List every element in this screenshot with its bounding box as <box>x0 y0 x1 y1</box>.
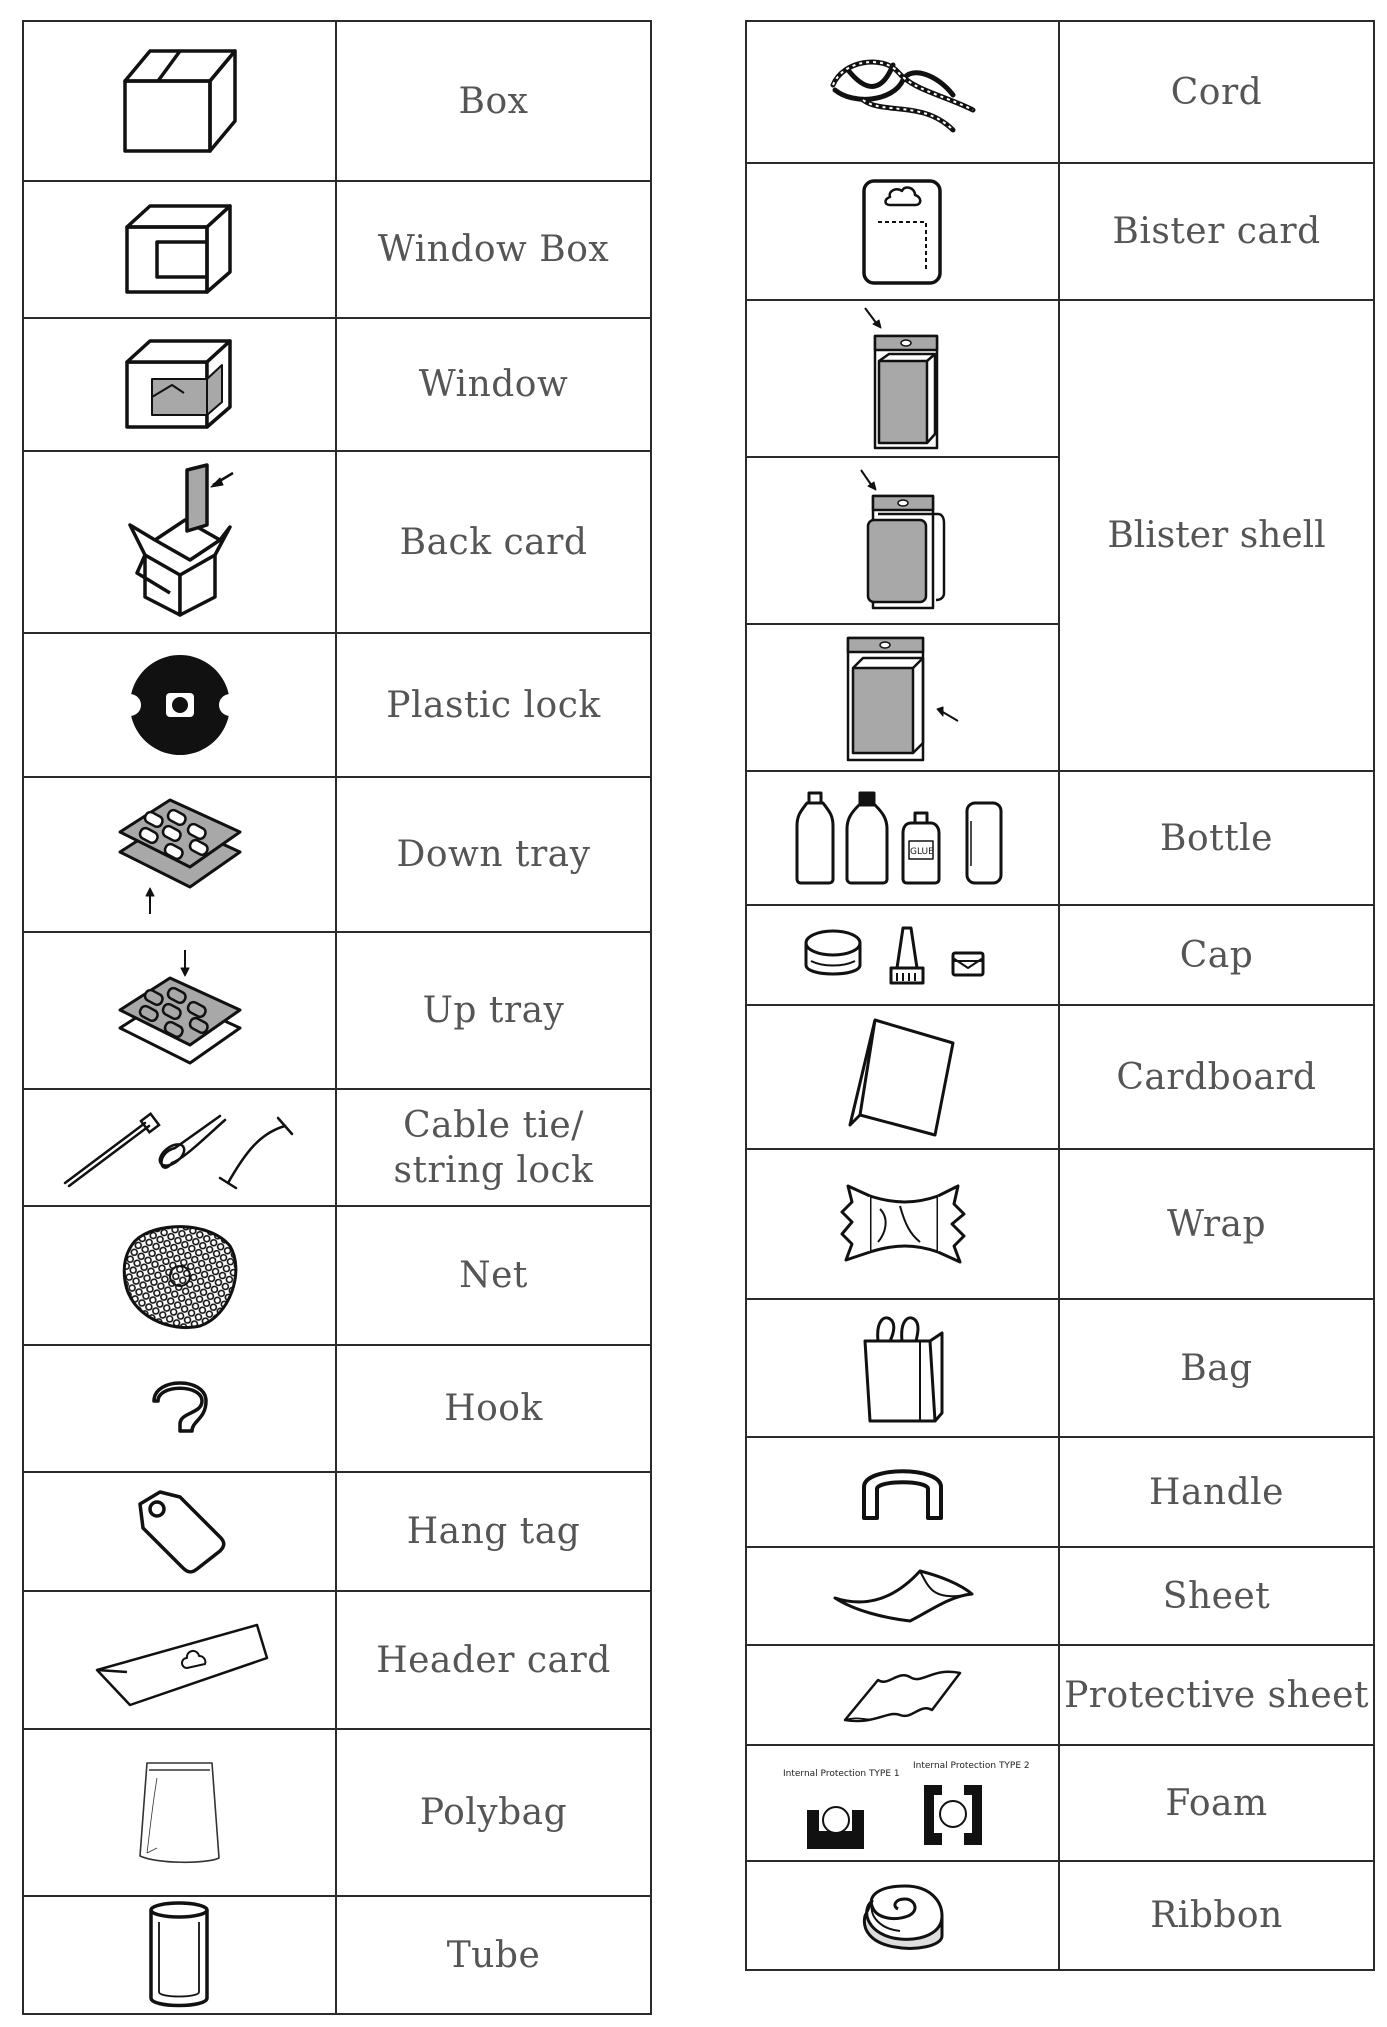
table-row <box>24 1088 650 1205</box>
down-tray-icon <box>110 792 250 917</box>
row-label: Box <box>458 80 529 122</box>
ribbon-icon <box>860 1881 945 1951</box>
foam-caption-type1: Internal Protection TYPE 1 <box>782 1768 900 1779</box>
header-card-icon <box>92 1610 267 1710</box>
table-row <box>24 931 650 1088</box>
row-label: Polybag <box>419 1792 568 1833</box>
blister-card-icon <box>860 177 945 287</box>
window-box-icon <box>122 202 237 297</box>
row-label: Window <box>418 364 569 405</box>
net-icon <box>120 1221 240 1331</box>
up-tray-icon <box>110 948 250 1073</box>
table-row <box>747 1644 1373 1744</box>
table-row <box>24 1895 650 2013</box>
blister-shell-icon <box>858 468 948 613</box>
hang-tag-icon <box>135 1489 225 1574</box>
row-label: Foam <box>1165 1782 1268 1824</box>
glue-label: GLUE <box>909 846 934 857</box>
foam-caption-type2: Internal Protection TYPE 2 <box>912 1760 1030 1771</box>
packaging-table-left <box>22 20 652 2015</box>
packaging-table-right <box>745 20 1375 1971</box>
table-row <box>747 623 1060 770</box>
row-label: Bag <box>1180 1347 1253 1389</box>
row-label: Hang tag <box>406 1511 581 1552</box>
row-label: Net <box>459 1255 528 1296</box>
row-label: Down tray <box>396 834 591 875</box>
table-row <box>747 162 1373 299</box>
row-label: Header card <box>376 1639 611 1681</box>
row-label: Ribbon <box>1150 1895 1283 1936</box>
bag-icon <box>860 1311 945 1426</box>
plastic-lock-icon <box>130 655 230 755</box>
table-row <box>747 1546 1373 1644</box>
blister-shell-icon <box>863 306 943 451</box>
table-row <box>747 1298 1373 1436</box>
table-row <box>747 904 1373 1004</box>
row-label: Blister shell <box>1107 515 1326 556</box>
row-label: Back card <box>399 521 588 563</box>
table-row <box>24 632 650 776</box>
row-label: Protective sheet <box>1064 1674 1369 1716</box>
row-label: Hook <box>444 1388 543 1429</box>
window-icon <box>122 337 237 432</box>
blister-shell-label-cell <box>1060 299 1373 770</box>
row-label: Tube <box>446 1934 541 1976</box>
table-row <box>747 1004 1373 1148</box>
table-row <box>747 1744 1373 1860</box>
table-row <box>747 456 1060 623</box>
cord-icon <box>823 50 983 135</box>
table-row <box>24 180 650 317</box>
table-row <box>747 770 1373 904</box>
table-row <box>24 1728 650 1895</box>
row-label: Cardboard <box>1116 1056 1317 1098</box>
table-row <box>24 776 650 931</box>
table-row <box>24 1590 650 1728</box>
bottle-icon <box>793 791 1013 886</box>
back-card-icon <box>125 465 235 620</box>
table-row <box>24 1344 650 1471</box>
table-row <box>747 1860 1373 1969</box>
hook-icon <box>150 1379 210 1439</box>
row-label: Bister card <box>1112 211 1321 252</box>
cap-icon <box>803 923 1003 988</box>
blister-shell-icon <box>843 633 963 763</box>
polybag-icon <box>137 1758 222 1868</box>
table-row <box>24 317 650 450</box>
wrap-icon <box>840 1184 965 1264</box>
tube-icon <box>147 1900 212 2010</box>
table-row <box>747 1148 1373 1298</box>
row-label: Bottle <box>1160 817 1273 859</box>
row-label: Plastic lock <box>386 684 601 726</box>
row-label: Sheet <box>1162 1575 1271 1617</box>
handle-icon <box>860 1462 945 1522</box>
row-label: Window Box <box>377 229 610 270</box>
cardboard-icon <box>845 1015 960 1140</box>
cable-tie-icon <box>60 1108 300 1188</box>
table-row <box>747 299 1060 456</box>
row-label: Wrap <box>1166 1203 1267 1245</box>
sheet-icon <box>830 1566 975 1626</box>
row-label: Cap <box>1179 934 1254 976</box>
row-label: Handle <box>1149 1471 1284 1513</box>
table-row <box>24 1471 650 1590</box>
protective-sheet-icon <box>840 1665 965 1725</box>
table-row <box>24 450 650 632</box>
foam-icon <box>773 1756 1033 1851</box>
row-label: Cord <box>1170 71 1263 113</box>
table-row <box>24 1205 650 1344</box>
table-row <box>24 22 650 180</box>
box-icon <box>120 46 240 156</box>
row-label: Cable tie/ string lock <box>393 1104 594 1191</box>
table-row <box>747 1436 1373 1546</box>
row-label: Up tray <box>422 990 565 1031</box>
table-row <box>747 22 1373 162</box>
